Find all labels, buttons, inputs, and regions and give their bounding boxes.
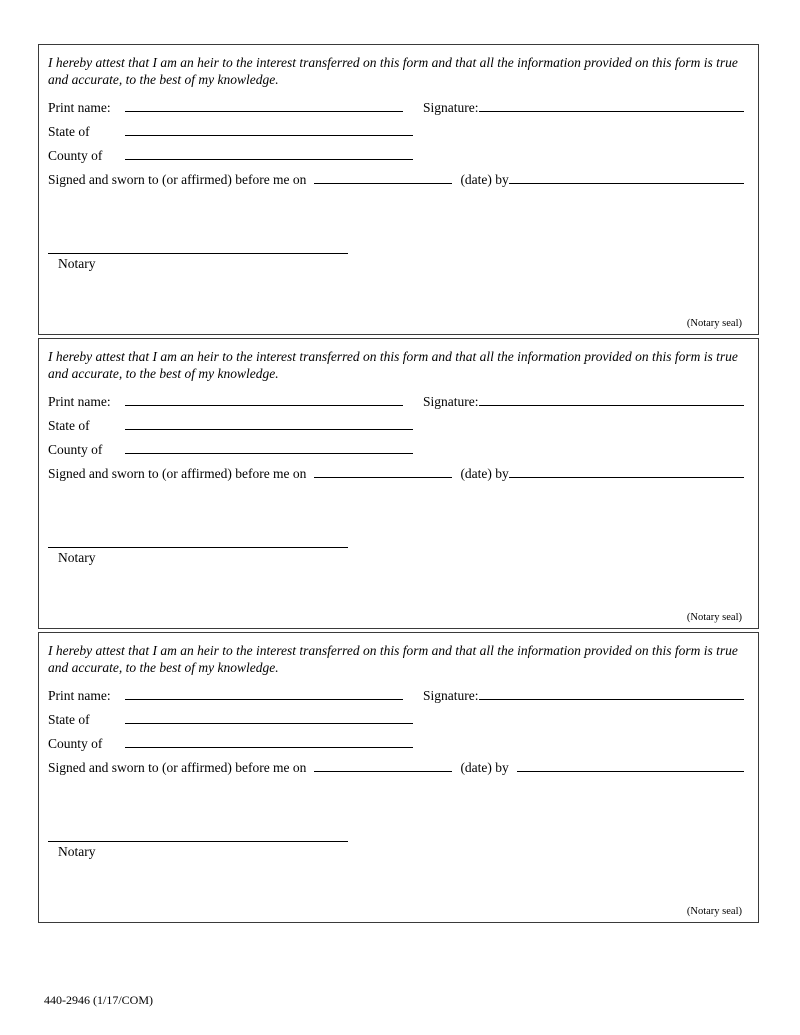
print-name-row (48, 391, 744, 415)
date-by-label: (date) by (460, 171, 509, 187)
state-of-label: State of (48, 711, 90, 727)
sworn-row (48, 757, 744, 781)
county-of-label: County of (48, 147, 103, 163)
state-row (48, 121, 744, 145)
print-name-row (48, 97, 744, 121)
date-by-label: (date) by (460, 759, 509, 775)
county-of-line[interactable] (125, 439, 413, 454)
attestation-text: I hereby attest that I am an heir to the interest transferred on this form and that all the information provided on this form is true and accurate, to the best of my knowledge. (48, 643, 738, 676)
sworn-by-line[interactable] (517, 757, 744, 772)
notary-label: Notary (58, 255, 96, 271)
date-by-label: (date) by (460, 465, 509, 481)
sworn-statement-label: Signed and sworn to (or affirmed) before me on (48, 465, 307, 481)
sworn-statement-label: Signed and sworn to (or affirmed) before me on (48, 171, 307, 187)
print-name-label: Print name: (48, 393, 111, 409)
notary-label: Notary (58, 843, 96, 859)
sworn-date-line[interactable] (314, 757, 452, 772)
sworn-row (48, 169, 744, 193)
county-of-label: County of (48, 735, 103, 751)
notary-signature-line[interactable] (48, 533, 348, 548)
attestation-block-1 (38, 44, 759, 335)
county-row (48, 145, 744, 169)
sworn-date-line[interactable] (314, 169, 452, 184)
print-name-line[interactable] (125, 685, 403, 700)
county-of-line[interactable] (125, 145, 413, 160)
state-row (48, 415, 744, 439)
signature-label: Signature: (423, 393, 479, 409)
sworn-by-line[interactable] (509, 169, 744, 184)
form-number: 440-2946 (1/17/COM) (44, 993, 153, 1007)
notary-signature-line[interactable] (48, 239, 348, 254)
state-of-line[interactable] (125, 709, 413, 724)
print-name-label: Print name: (48, 687, 111, 703)
attestation-block-3 (38, 632, 759, 923)
county-of-line[interactable] (125, 733, 413, 748)
sworn-by-line[interactable] (509, 463, 744, 478)
notary-label: Notary (58, 549, 96, 565)
print-name-line[interactable] (125, 391, 403, 406)
notary-area (48, 533, 744, 566)
signature-label: Signature: (423, 687, 479, 703)
state-of-label: State of (48, 417, 90, 433)
notary-area (48, 239, 744, 272)
sworn-row (48, 463, 744, 487)
sworn-date-line[interactable] (314, 463, 452, 478)
state-row (48, 709, 744, 733)
signature-label: Signature: (423, 99, 479, 115)
county-row (48, 733, 744, 757)
state-of-line[interactable] (125, 415, 413, 430)
notary-signature-line[interactable] (48, 827, 348, 842)
notary-area (48, 827, 744, 860)
signature-line[interactable] (479, 685, 745, 700)
notary-seal-label: (Notary seal) (686, 906, 742, 917)
print-name-row (48, 685, 744, 709)
notary-seal-label: (Notary seal) (686, 612, 742, 623)
print-name-label: Print name: (48, 99, 111, 115)
county-row (48, 439, 744, 463)
attestation-text: I hereby attest that I am an heir to the interest transferred on this form and that all the information provided on this form is true and accurate, to the best of my knowledge. (48, 55, 738, 88)
county-of-label: County of (48, 441, 103, 457)
print-name-line[interactable] (125, 97, 403, 112)
notary-seal-label: (Notary seal) (686, 318, 742, 329)
state-of-label: State of (48, 123, 90, 139)
attestation-block-2 (38, 338, 759, 629)
signature-line[interactable] (479, 97, 745, 112)
sworn-statement-label: Signed and sworn to (or affirmed) before me on (48, 759, 307, 775)
state-of-line[interactable] (125, 121, 413, 136)
signature-line[interactable] (479, 391, 745, 406)
attestation-text: I hereby attest that I am an heir to the interest transferred on this form and that all the information provided on this form is true and accurate, to the best of my knowledge. (48, 349, 738, 382)
